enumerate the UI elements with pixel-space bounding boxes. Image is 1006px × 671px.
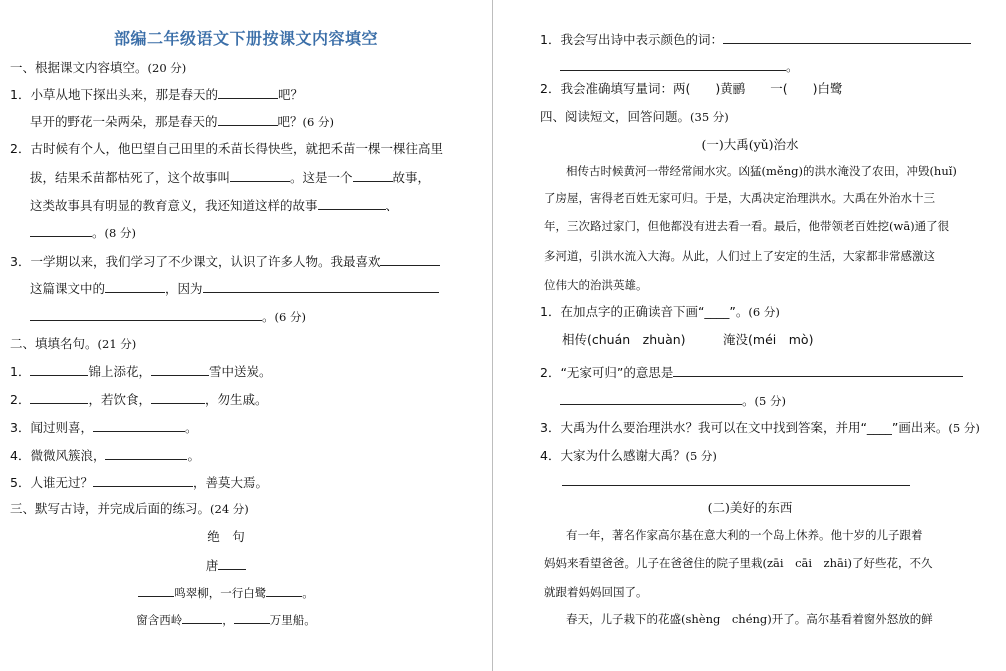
question-2a: 2．古时候有个人，他巴望自己田里的禾苗长得快些，就把禾苗一棵一棵往高里 bbox=[10, 141, 443, 156]
reading-question-1-options: 相传(chuán zhuàn) 淹没(méi mò) bbox=[562, 332, 814, 347]
famous-line-5: 5．人谁无过？ ，善莫大焉。 bbox=[10, 475, 268, 490]
poem-question-1: 1．我会写出诗中表示颜色的词： bbox=[540, 30, 971, 49]
section-1-heading: 一、根据课文内容填空。(20 分) bbox=[10, 60, 187, 75]
famous-line-4: 4．微微风簇浪， 。 bbox=[10, 448, 200, 463]
reading-question-3: 3．大禹为什么要治理洪水？我可以在文中找到答案，并用“____”画出来。(5 分) bbox=[540, 420, 980, 435]
story-1-line: 位伟大的治洪英雄。 bbox=[544, 278, 648, 292]
section-4-heading: 四、阅读短文，回答问题。(35 分) bbox=[540, 109, 729, 124]
famous-line-2: 2． ，若饮食， ，勿生戚。 bbox=[10, 392, 268, 407]
poem-question-2: 2．我会准确填写量词：两( )黄鹂 一( )白鹭 bbox=[540, 81, 843, 96]
reading-question-4: 4．大家为什么感谢大禹？(5 分) bbox=[540, 448, 717, 463]
question-2b: 拔，结果禾苗都枯死了，这个故事叫 。这是一个 故事， bbox=[30, 170, 431, 185]
answer-line bbox=[562, 485, 910, 486]
question-3a: 3．一学期以来，我们学习了不少课文，认识了许多人物。我最喜欢 bbox=[10, 252, 440, 271]
story-2-line: 有一年，著名作家高尔基在意大利的一个岛上休养。他十岁的儿子跟着 bbox=[566, 528, 923, 542]
reading-question-2-line-2: 。(5 分) bbox=[560, 391, 786, 410]
story-2-line: 就跟着妈妈回国了。 bbox=[544, 585, 648, 599]
poem-line-2: 窗含西岭 ， 万里船。 bbox=[0, 610, 452, 629]
page-title: 部编二年级语文下册按课文内容填空 bbox=[113, 29, 378, 48]
story-1-line: 相传古时候黄河一带经常闹水灾。凶猛(měng)的洪水淹没了农田，冲毁(huǐ) bbox=[566, 164, 957, 178]
story-1-title: (一)大禹(yǔ)治水 bbox=[701, 137, 799, 152]
story-2-title: (二)美好的东西 bbox=[707, 500, 793, 515]
story-1-line: 多河道，引洪水流入大海。从此，人们过上了安定的生活，大家都非常感激这 bbox=[544, 249, 935, 263]
section-3-heading: 三、默写古诗，并完成后面的练习。(24 分) bbox=[10, 501, 249, 516]
question-3c: 。(6 分) bbox=[30, 307, 306, 326]
poem-line-1: 鸣翠柳，一行白鹭 。 bbox=[0, 583, 452, 602]
poem-author: 唐 bbox=[0, 556, 452, 575]
reading-question-1: 1．在加点字的正确读音下画“____”。(6 分) bbox=[540, 304, 780, 319]
story-2-line: 春天，儿子栽下的花盛(shèng chéng)开了。高尔基看着窗外怒放的鲜 bbox=[566, 612, 933, 626]
section-2-heading: 二、填填名句。(21 分) bbox=[10, 336, 137, 351]
story-2-line: 妈妈来看望爸爸。儿子在爸爸住的院子里栽(zāi cāi zhāi)了好些花，不久 bbox=[544, 556, 933, 570]
question-2d: 。(8 分) bbox=[30, 223, 136, 242]
poem-question-1-line-2: 。 bbox=[560, 57, 799, 76]
story-1-line: 了房屋，害得老百姓无家可归。于是，大禹决定治理洪水。大禹在外治水十三 bbox=[544, 191, 935, 205]
reading-question-2: 2．“无家可归”的意思是 bbox=[540, 363, 963, 382]
famous-line-1: 1． 锦上添花， 雪中送炭。 bbox=[10, 364, 272, 379]
question-3b: 这篇课文中的 ，因为 bbox=[30, 279, 439, 298]
question-1a: 1．小草从地下探出头来，那是春天的 吧？ bbox=[10, 87, 303, 102]
question-2c: 这类故事具有明显的教育意义，我还知道这样的故事 、 bbox=[30, 198, 399, 213]
poem-title: 绝 句 bbox=[207, 529, 245, 544]
story-1-line: 年，三次路过家门，但他都没有进去看一看。最后，他带领老百姓挖(wā)通了很 bbox=[544, 219, 950, 233]
question-1b: 早开的野花一朵两朵，那是春天的 吧？(6 分) bbox=[30, 114, 334, 129]
page-divider bbox=[492, 0, 493, 671]
famous-line-3: 3．闻过则喜， 。 bbox=[10, 420, 198, 435]
